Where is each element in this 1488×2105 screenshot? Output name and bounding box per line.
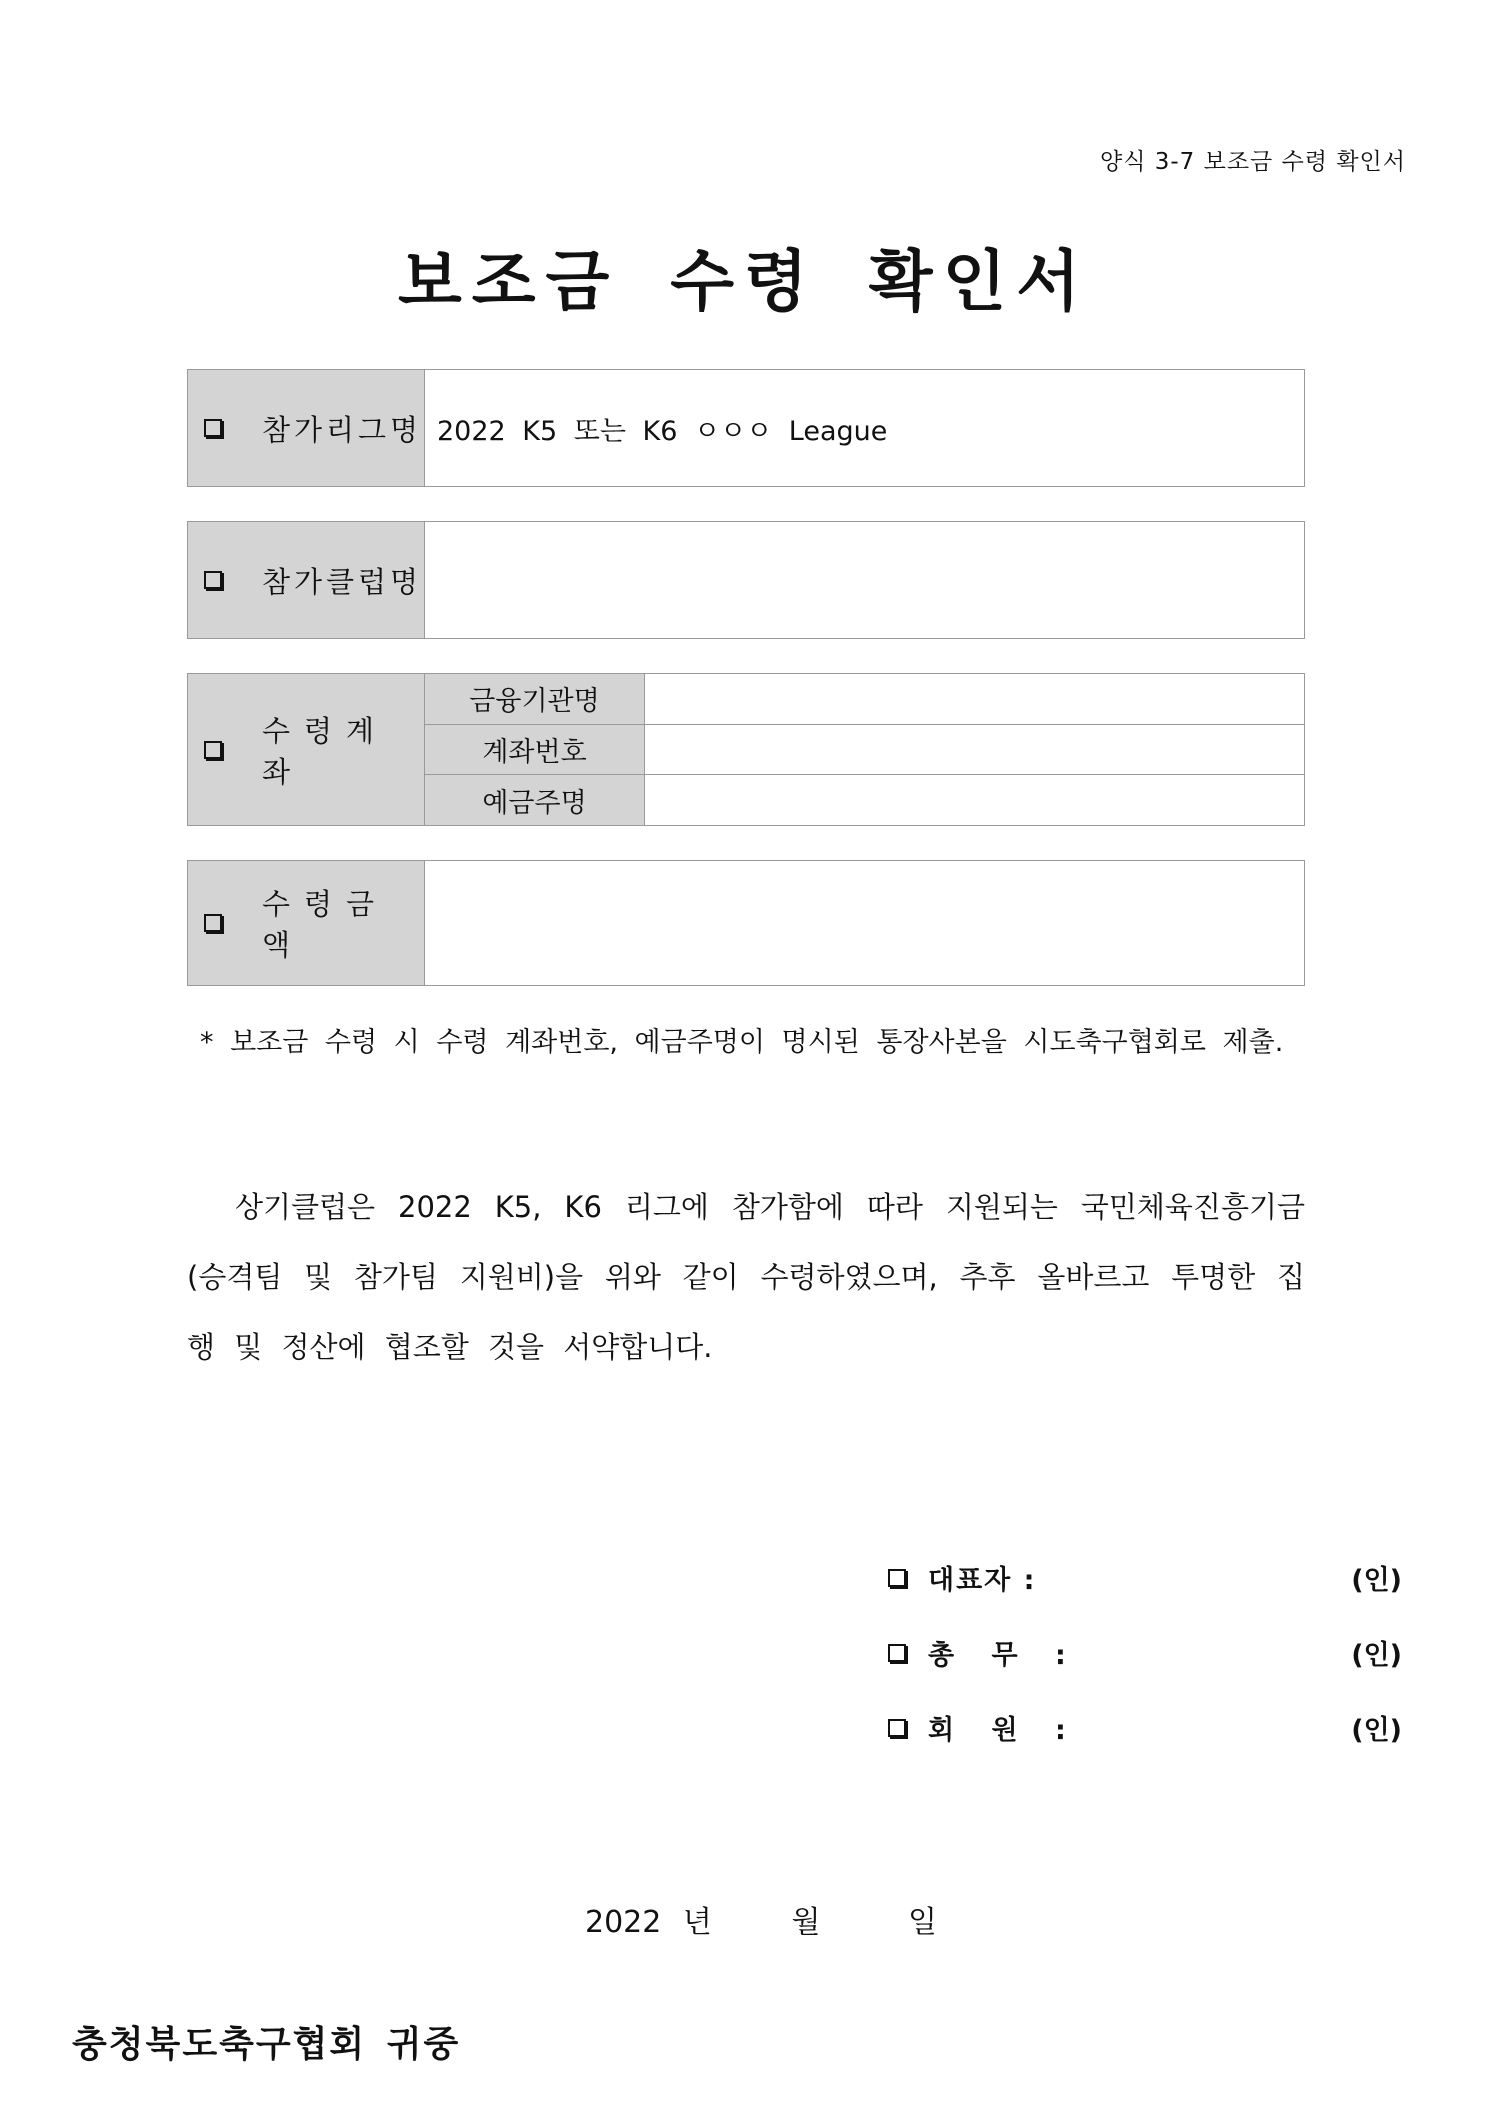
signature-label: 대표자 : bbox=[928, 1565, 1037, 1596]
checkbox-icon bbox=[204, 419, 222, 437]
checkbox-icon bbox=[204, 741, 222, 759]
account-row bbox=[187, 673, 1305, 826]
club-row bbox=[187, 521, 1305, 639]
bank-name-row bbox=[425, 674, 1304, 725]
signature-secretary bbox=[888, 1633, 1402, 1672]
account-label-cell bbox=[188, 674, 425, 825]
checkbox-icon bbox=[888, 1719, 906, 1737]
account-number-label: 계좌번호 bbox=[425, 725, 645, 775]
account-number-value[interactable] bbox=[645, 725, 1304, 775]
date-day-unit: 일 bbox=[907, 1905, 937, 1940]
date-line bbox=[585, 1897, 937, 1941]
submission-note: * 보조금 수령 시 수령 계좌번호, 예금주명이 명시된 통장사본을 시도축구협회로 제출. bbox=[200, 1027, 1284, 1058]
form-code: 양식 3-7 보조금 수령 확인서 bbox=[1100, 149, 1406, 175]
account-holder-row bbox=[425, 775, 1304, 825]
account-label: 수령계좌 bbox=[262, 713, 389, 789]
pledge-text: 상기클럽은 2022 K5, K6 리그에 참가함에 따라 지원되는 국민체육진흥기금 (승격팀 및 참가팀 지원비)을 위와 같이 수령하였으며, 추후 올바르고 투명한 집행 및 정산에 협조할 것을 서약합니다. bbox=[187, 1190, 1305, 1364]
page-title: 보조금 수령 확인서 bbox=[397, 243, 1090, 320]
date-year-unit: 년 bbox=[682, 1905, 712, 1940]
checkbox-icon bbox=[204, 571, 222, 589]
bank-name-value[interactable] bbox=[645, 674, 1304, 724]
club-label-cell bbox=[188, 522, 425, 638]
amount-row bbox=[187, 860, 1305, 986]
checkbox-icon bbox=[204, 914, 222, 932]
seal-mark: (인) bbox=[1351, 1715, 1402, 1746]
amount-label: 수령금액 bbox=[262, 887, 389, 962]
checkbox-icon bbox=[888, 1569, 906, 1587]
seal-mark: (인) bbox=[1351, 1640, 1402, 1671]
amount-label-cell bbox=[188, 861, 425, 985]
account-holder-label: 예금주명 bbox=[425, 775, 645, 825]
signature-label: 회 원 : bbox=[928, 1715, 1080, 1746]
league-row bbox=[187, 369, 1305, 487]
signature-member bbox=[888, 1708, 1402, 1747]
account-subtable bbox=[425, 674, 1304, 825]
pledge-paragraph bbox=[187, 1172, 1305, 1382]
signature-label: 총 무 : bbox=[928, 1640, 1080, 1671]
checkbox-icon bbox=[888, 1644, 906, 1662]
signature-representative bbox=[888, 1558, 1402, 1597]
league-label: 참가리그명 bbox=[262, 412, 423, 447]
club-label: 참가클럽명 bbox=[262, 564, 423, 599]
league-label-cell bbox=[188, 370, 425, 486]
amount-value[interactable] bbox=[425, 861, 1304, 985]
account-number-row bbox=[425, 725, 1304, 776]
bank-name-label: 금융기관명 bbox=[425, 674, 645, 724]
account-holder-value[interactable] bbox=[645, 775, 1304, 825]
club-value[interactable] bbox=[425, 522, 1304, 638]
recipient-organization: 충청북도축구협회 귀중 bbox=[72, 2024, 461, 2065]
date-year: 2022 bbox=[585, 1905, 662, 1940]
date-month-unit: 월 bbox=[791, 1905, 821, 1940]
seal-mark: (인) bbox=[1351, 1565, 1402, 1596]
league-value[interactable]: 2022 K5 또는 K6 ㅇㅇㅇ League bbox=[437, 415, 888, 447]
